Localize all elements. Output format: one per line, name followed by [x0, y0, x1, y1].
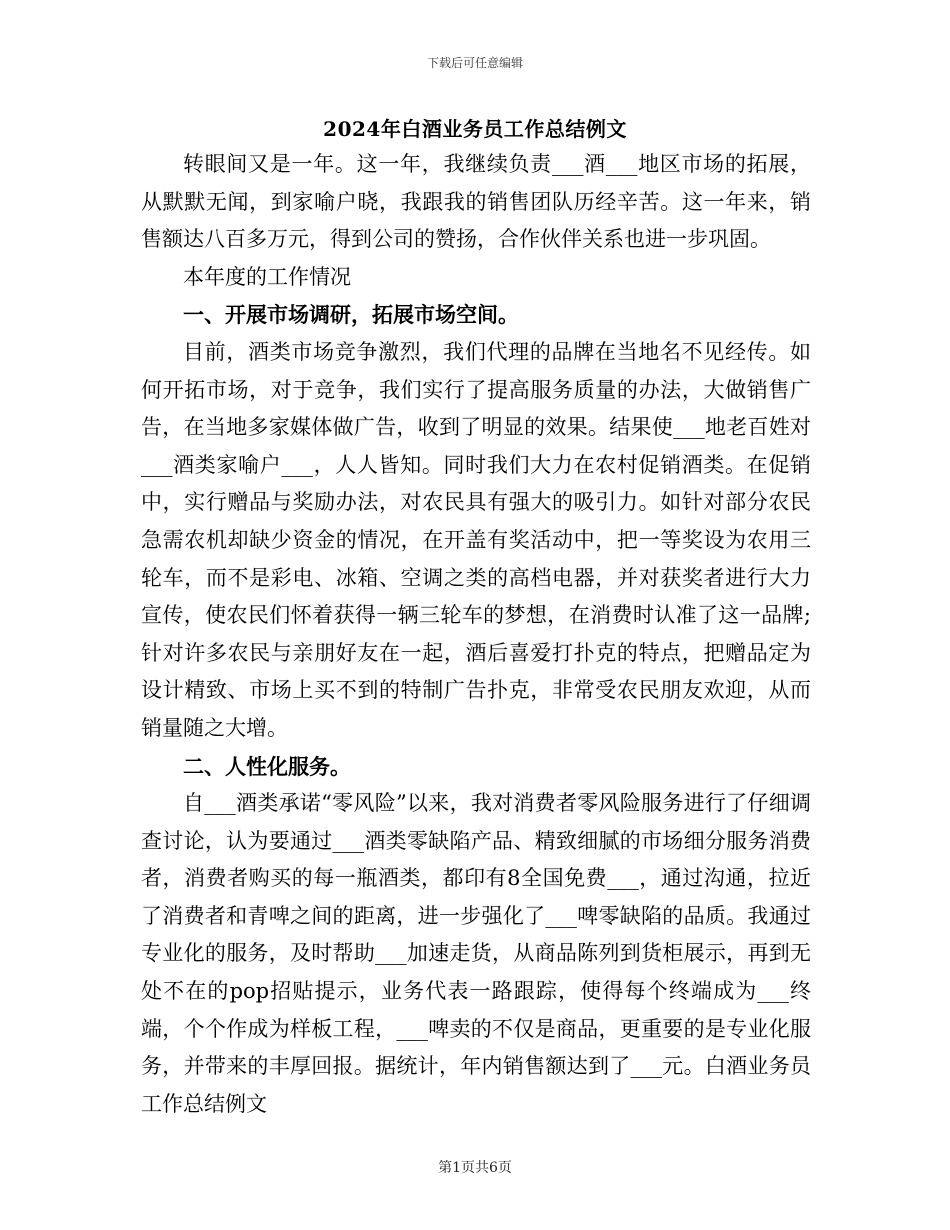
- paragraph-intro: 转眼间又是一年。这一年，我继续负责___酒___地区市场的拓展，从默默无闻，到家喻户晓，我跟我的销售团队历经辛苦。这一年来，销售额达八百多万元，得到公司的赞扬，合作伙伴关系也进一步巩固。: [141, 152, 811, 252]
- header-note: 下载后可任意编辑: [426, 56, 523, 70]
- paragraph-humanized-service: 自___酒类承诺“零风险”以来，我对消费者零风险服务进行了仔细调查讨论，认为要通过___酒类零缺陷产品、精致细腻的市场细分服务消费者，消费者购买的每一瓶酒类，都印有8全国免费___，通过沟通，拉近了消费者和青啤之间的距离，进一步强化了___啤零缺陷的品质。我通过专业化的服务，及时帮助___加速走货，从商品陈列到货柜展示，再到无处不在的pop招贴提示，业务代表一路跟踪，使得每个终端成为___终端，个个作成为样板工程，___啤卖的不仅是商品，更重要的是专业化服务，并带来的丰厚回报。据统计，年内销售额达到了___元。白酒业务员工作总结例文: [141, 791, 811, 1116]
- page-footer: 第1页共6页: [438, 1160, 512, 1176]
- paragraph-section-label: 本年度的工作情况: [183, 264, 351, 289]
- document-body: [141, 146, 811, 1123]
- paragraph-market-research: 目前，酒类市场竞争激烈，我们代理的品牌在当地名不见经传。如何开拓市场，对于竞争，我们实行了提高服务质量的办法，大做销售广告，在当地多家媒体做广告，收到了明显的效果。结果使___地老百姓对___酒类家喻户___，人人皆知。同时我们大力在农村促销酒类。在促销中，实行赠品与奖励办法，对农民具有强大的吸引力。如针对部分农民急需农机却缺少资金的情况，在开盖有奖活动中，把一等奖设为农用三轮车，而不是彩电、冰箱、空调之类的高档电器，并对获奖者进行大力宣传，使农民们怀着获得一辆三轮车的梦想，在消费时认准了这一品牌;针对许多农民与亲朋好友在一起，酒后喜爱打扑克的特点，把赠品定为设计精致、市场上买不到的特制广告扑克，非常受农民朋友欢迎，从而销量随之大增。: [141, 339, 811, 740]
- heading-humanized-service: 二、人性化服务。: [183, 753, 351, 779]
- document-title: 2024年白酒业务员工作总结例文: [323, 117, 627, 141]
- heading-market-research: 一、开展市场调研，拓展市场空间。: [183, 302, 519, 328]
